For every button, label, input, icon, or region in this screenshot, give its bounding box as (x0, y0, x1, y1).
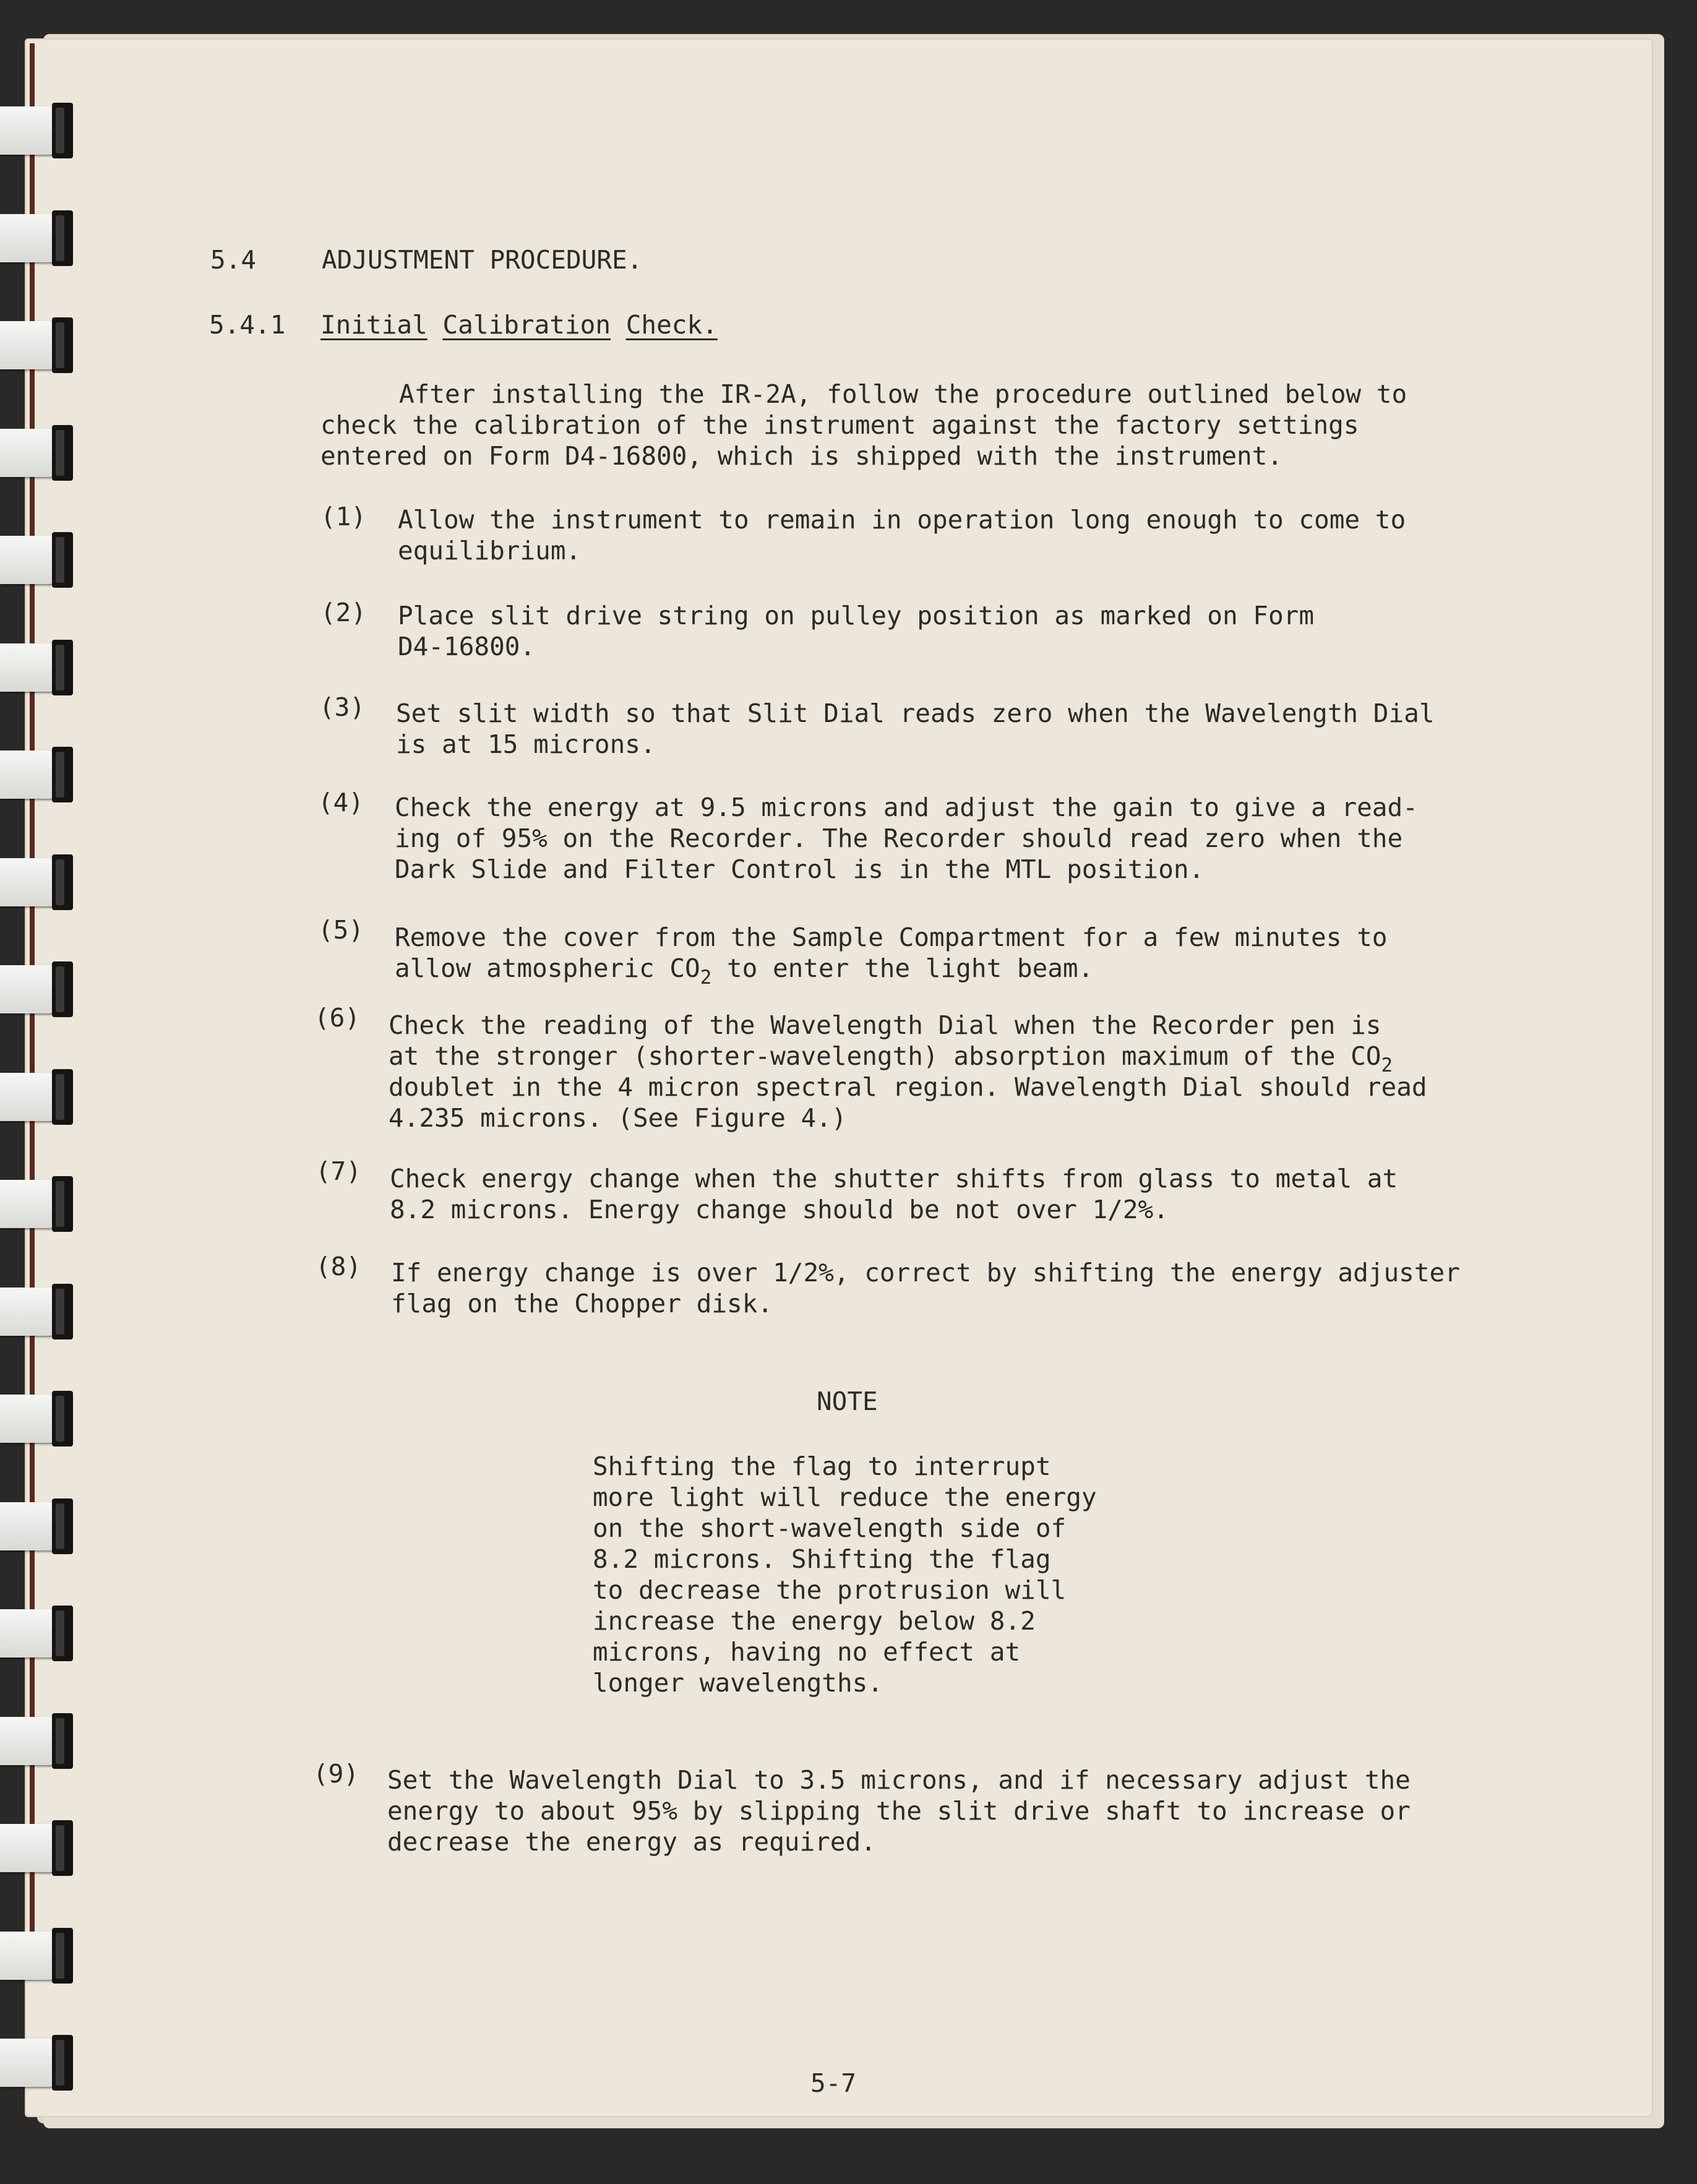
note-line: microns, having no effect at (593, 1637, 1021, 1667)
step-line: energy to about 95% by slipping the slit drive shaft to increase or (387, 1796, 1411, 1826)
note-line: 8.2 microns. Shifting the flag (593, 1544, 1051, 1574)
step-line: Check the reading of the Wavelength Dial when the Recorder pen is (389, 1010, 1381, 1040)
step-line (389, 1041, 1427, 1077)
step-label: (8) (316, 1252, 362, 1281)
page-number: 5-7 (810, 2068, 857, 2098)
subsection-title (320, 309, 718, 340)
step-label: (6) (314, 1003, 361, 1033)
step-1-text (398, 504, 1406, 566)
step-line: is at 15 microns. (396, 729, 656, 759)
step-line: 8.2 microns. Energy change should be not over 1/2%. (390, 1195, 1169, 1224)
step-9-text (387, 1765, 1411, 1857)
subsection-number: 5.4.1 (209, 310, 286, 340)
step-label: (4) (318, 788, 364, 817)
step-line: ing of 95% on the Recorder. The Recorder should read zero when the (395, 823, 1403, 853)
step-label: (7) (316, 1156, 362, 1186)
step-line: Set slit width so that Slit Dial reads zero when the Wavelength Dial (396, 699, 1435, 728)
step-3-text (396, 698, 1435, 760)
intro-paragraph (320, 379, 1407, 471)
note-line: more light will reduce the energy (593, 1482, 1097, 1512)
step-6-text (389, 1010, 1427, 1133)
step-line-part: to enter the light beam. (711, 953, 1094, 983)
step-line: doublet in the 4 micron spectral region. Wavelength Dial should read (389, 1072, 1427, 1102)
step-line: If energy change is over 1/2%, correct by shifting the energy adjuster (391, 1258, 1460, 1288)
note-line: on the short-wavelength side of (593, 1513, 1067, 1543)
step-line: equilibrium. (398, 536, 582, 565)
subsection-title-word: Check. (625, 310, 718, 340)
step-label: (9) (313, 1759, 359, 1789)
step-line: decrease the energy as required. (387, 1827, 876, 1857)
step-line (395, 953, 1387, 989)
note-line: longer wavelengths. (593, 1668, 883, 1698)
note-title: NOTE (817, 1386, 878, 1416)
step-line: D4-16800. (398, 632, 536, 661)
step-line: Allow the instrument to remain in operation long enough to come to (398, 505, 1406, 535)
step-line: Check the energy at 9.5 microns and adjust the gain to give a read- (395, 793, 1418, 822)
step-line: Set the Wavelength Dial to 3.5 microns, and if necessary adjust the (387, 1765, 1411, 1795)
intro-line: check the calibration of the instrument against the factory settings (320, 410, 1359, 440)
intro-line: After installing the IR-2A, follow the procedure outlined below to (399, 379, 1407, 409)
step-line: Check energy change when the shutter shifts from glass to metal at (390, 1164, 1398, 1193)
step-line: Remove the cover from the Sample Compartment for a few minutes to (395, 922, 1388, 952)
subsection-title-word: Calibration (442, 310, 611, 340)
step-line-part: at the stronger (shorter-wavelength) absorption maximum of the CO (389, 1041, 1381, 1071)
section-title: ADJUSTMENT PROCEDURE. (322, 245, 643, 275)
step-4-text (395, 792, 1418, 885)
subsection-title-word: Initial (320, 310, 427, 340)
step-8-text (391, 1257, 1460, 1319)
step-line: 4.235 microns. (See Figure 4.) (389, 1103, 847, 1133)
step-line-part: allow atmospheric CO (395, 953, 700, 983)
note-line: increase the energy below 8.2 (593, 1606, 1036, 1636)
step-7-text (390, 1163, 1398, 1225)
section-number: 5.4 (210, 245, 257, 275)
step-label: (3) (319, 692, 366, 722)
step-label: (1) (320, 502, 367, 531)
subscript: 2 (700, 966, 712, 989)
intro-line: entered on Form D4-16800, which is shipped with the instrument. (320, 441, 1283, 471)
step-line: Place slit drive string on pulley position as marked on Form (398, 601, 1315, 630)
step-label: (5) (318, 915, 364, 945)
step-5-text (395, 922, 1388, 989)
step-line: Dark Slide and Filter Control is in the MTL position. (395, 854, 1205, 884)
subscript: 2 (1381, 1054, 1393, 1077)
step-label: (2) (320, 598, 367, 627)
step-2-text (398, 600, 1314, 662)
note-line: Shifting the flag to interrupt (593, 1451, 1051, 1481)
step-line: flag on the Chopper disk. (391, 1289, 773, 1318)
note-body (593, 1451, 1097, 1698)
note-line: to decrease the protrusion will (593, 1575, 1067, 1605)
